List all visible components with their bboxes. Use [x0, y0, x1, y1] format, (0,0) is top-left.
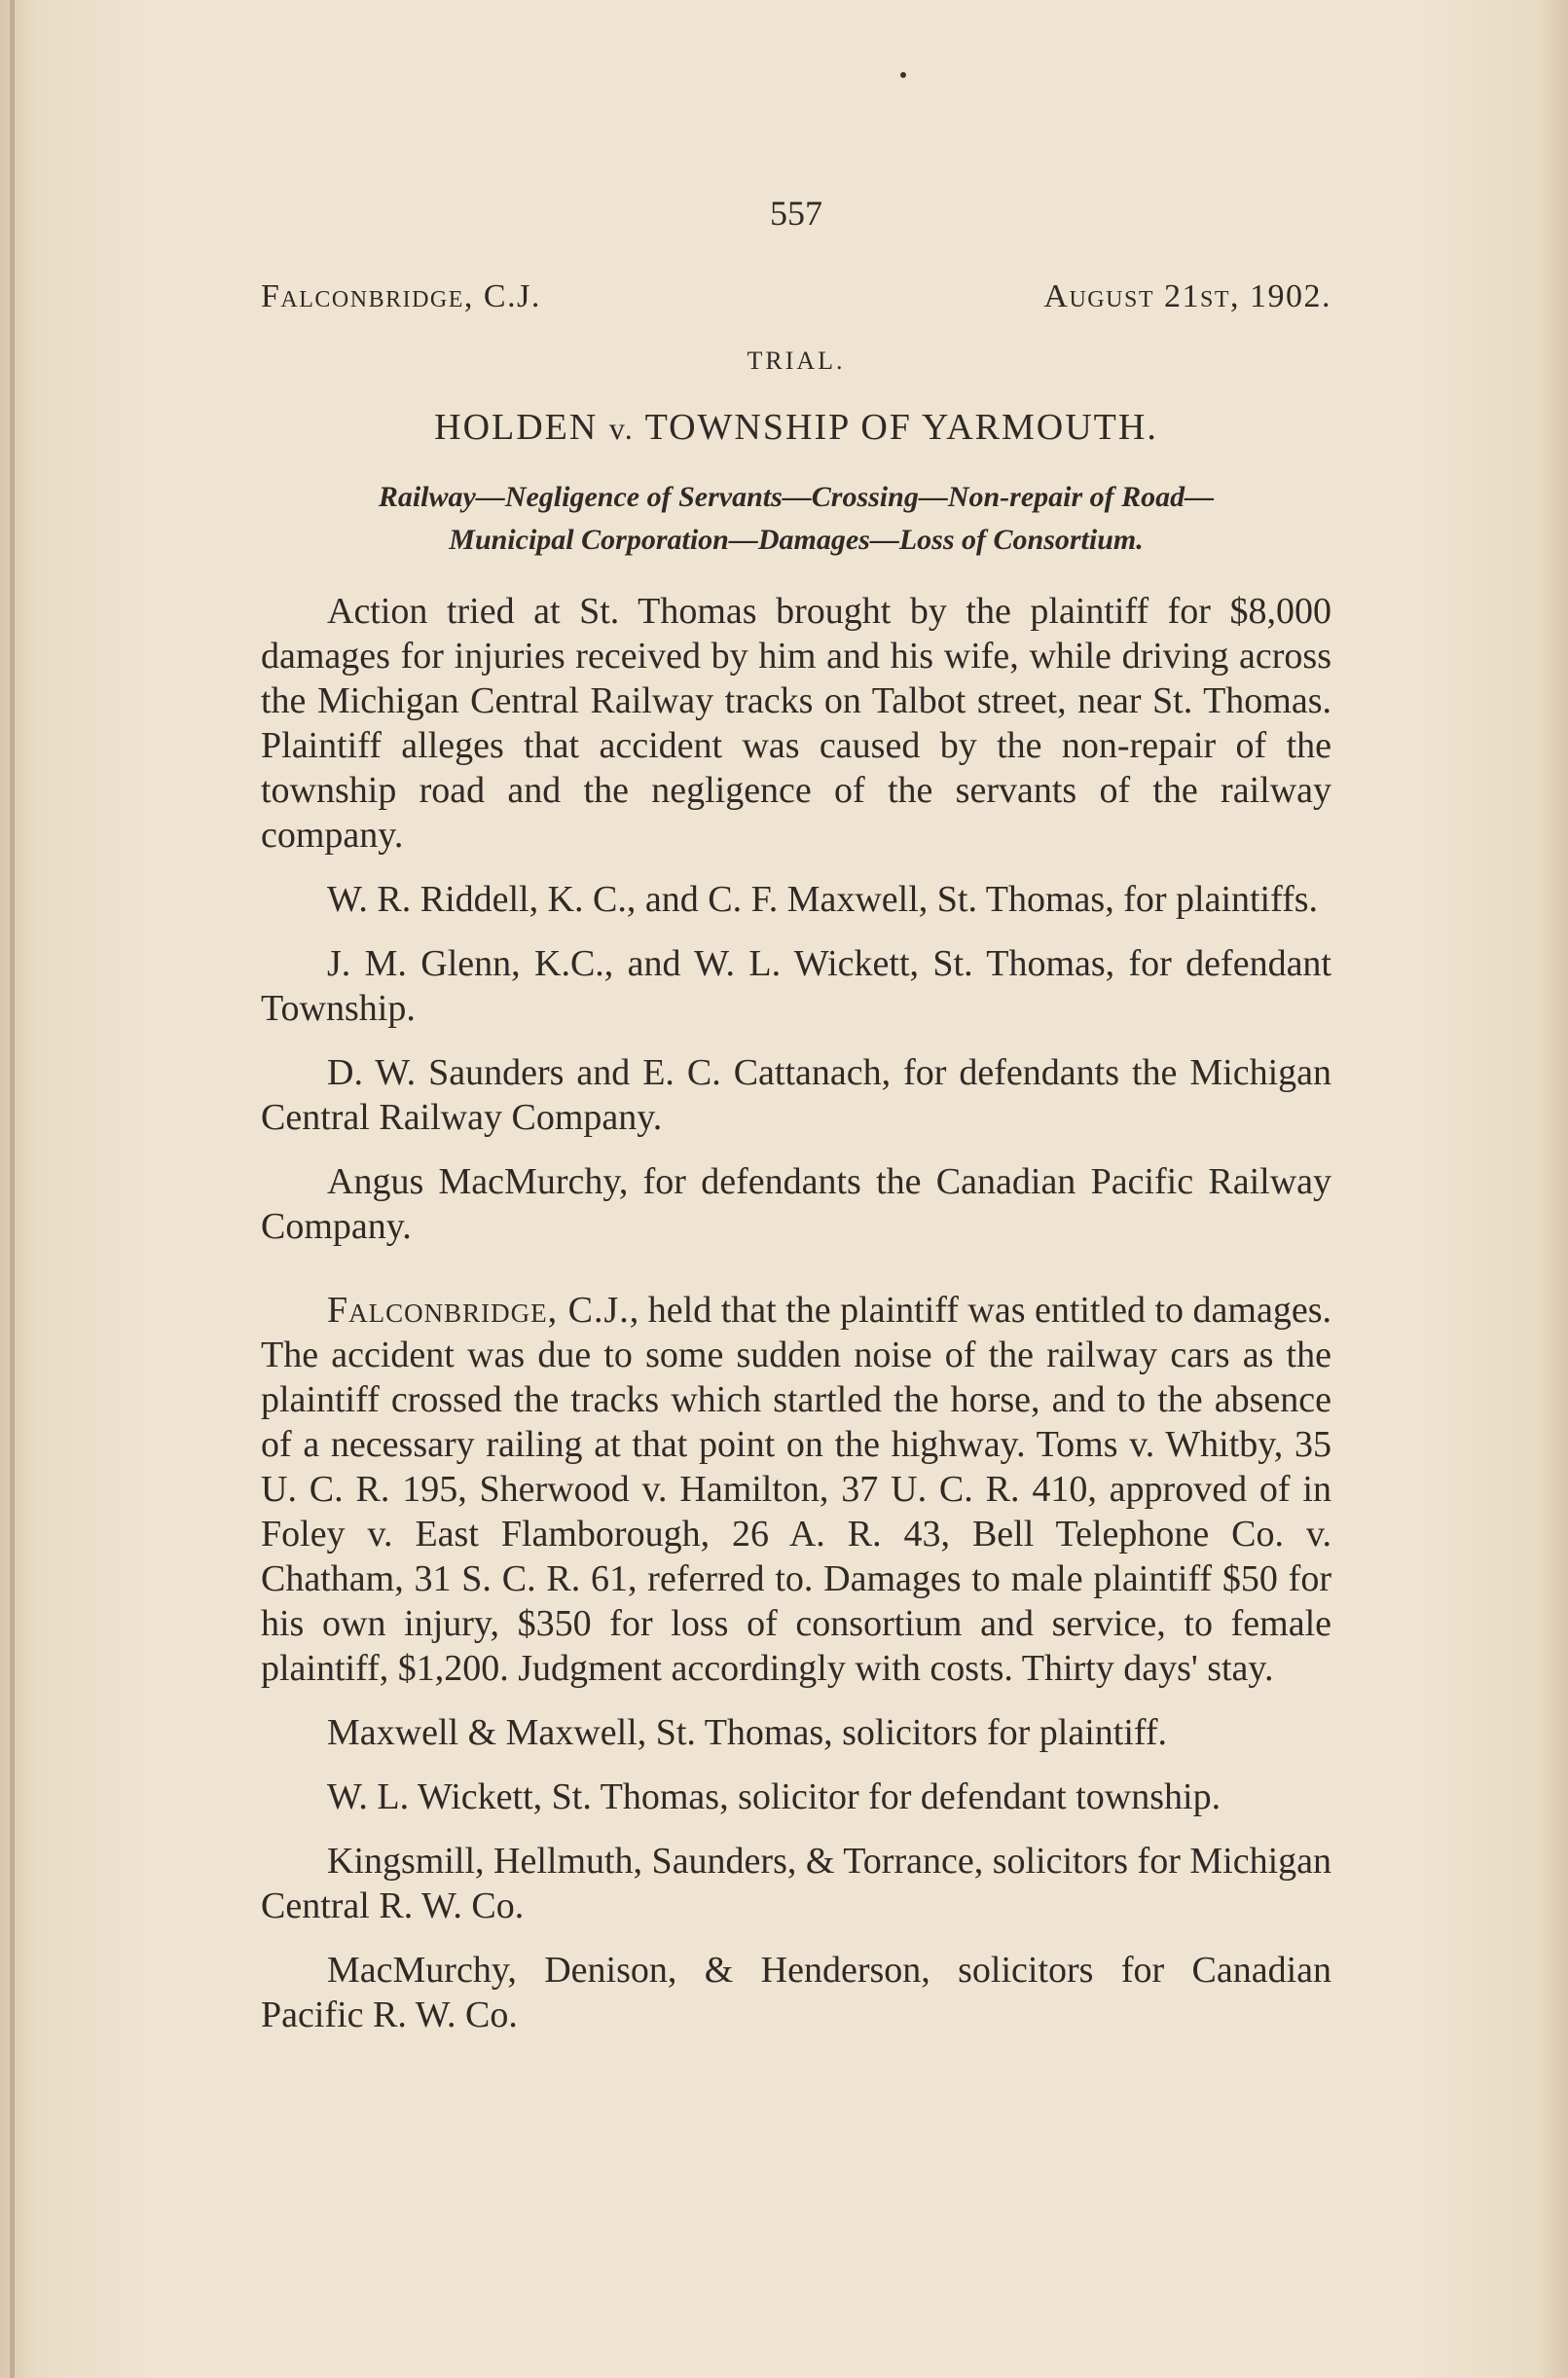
- paragraph-solicitors-canadian-pacific: MacMurchy, Denison, & Henderson, solicitors for Canadian Pacific R. W. Co.: [261, 1950, 1331, 2035]
- running-head-date: August 21st, 1902.: [1043, 278, 1331, 314]
- judgment-judge-name: Falconbridge, C.J.: [327, 1290, 630, 1331]
- case-party-defendant: TOWNSHIP OF YARMOUTH.: [644, 407, 1158, 448]
- paragraph-solicitors-plaintiff: Maxwell & Maxwell, St. Thomas, solicitors for plaintiff.: [327, 1712, 1167, 1753]
- case-title: [261, 405, 1331, 451]
- paragraph-action: Action tried at St. Thomas brought by the plaintiff for $8,000 damages for injuries received by him and his wife, while driving across the Michigan Central Railway tracks on Talbot street, near St. Thomas. Plaintiff alleges that accident was caused by the non-repair of the township road and the negligence of the servants of the railway company.: [261, 591, 1331, 856]
- page-spine-shadow: [10, 0, 15, 2378]
- headnote-line-1: Railway—Negligence of Servants—Crossing—Non-repair of Road—: [378, 481, 1215, 513]
- trial-label: TRIAL.: [747, 347, 846, 375]
- paragraph-counsel-michigan-central: D. W. Saunders and E. C. Cattanach, for defendants the Michigan Central Railway Company.: [261, 1052, 1331, 1138]
- paragraph-solicitor-township: W. L. Wickett, St. Thomas, solicitor for defendant township.: [327, 1776, 1222, 1817]
- page-content: [261, 191, 1331, 2057]
- ink-spot: [900, 72, 906, 78]
- page-number: 557: [770, 194, 822, 233]
- headnote-line-2: Municipal Corporation—Damages—Loss of Consortium.: [449, 524, 1144, 556]
- paragraph-counsel-township: J. M. Glenn, K.C., and W. L. Wickett, St. Thomas, for defendant Township.: [261, 943, 1331, 1029]
- case-versus: v.: [608, 411, 635, 446]
- paragraph-solicitors-michigan-central: Kingsmill, Hellmuth, Saunders, & Torrance, solicitors for Michigan Central R. W. Co.: [261, 1841, 1331, 1926]
- running-head-judge: Falconbridge, C.J.: [261, 278, 541, 314]
- paragraph-judgment: [261, 1288, 1331, 1691]
- paragraph-counsel-canadian-pacific: Angus MacMurchy, for defendants the Canadian Pacific Railway Company.: [261, 1161, 1331, 1247]
- running-head: [261, 274, 1331, 319]
- headnote: [280, 476, 1312, 562]
- judgment-text: , held that the plaintiff was entitled to damages. The accident was due to some sudden noise of the railway cars as the plaintiff crossed the tracks which startled the horse, and to the absence of a necessary railing at that point on the highway. Toms v. Whitby, 35 U. C. R. 195, Sherwood v. Hamilton, 37 U. C. R. 410, approved of in Foley v. East Flamborough, 26 A. R. 43, Bell Telephone Co. v. Chatham, 31 S. C. R. 61, referred to. Damages to male plaintiff $50 for his own injury, $350 for loss of consortium and service, to female plaintiff, $1,200. Judgment accordingly with costs. Thirty days' stay.: [261, 1290, 1332, 1689]
- case-party-plaintiff: HOLDEN: [434, 407, 599, 448]
- paragraph-counsel-plaintiffs: W. R. Riddell, K. C., and C. F. Maxwell, St. Thomas, for plaintiffs.: [327, 879, 1319, 920]
